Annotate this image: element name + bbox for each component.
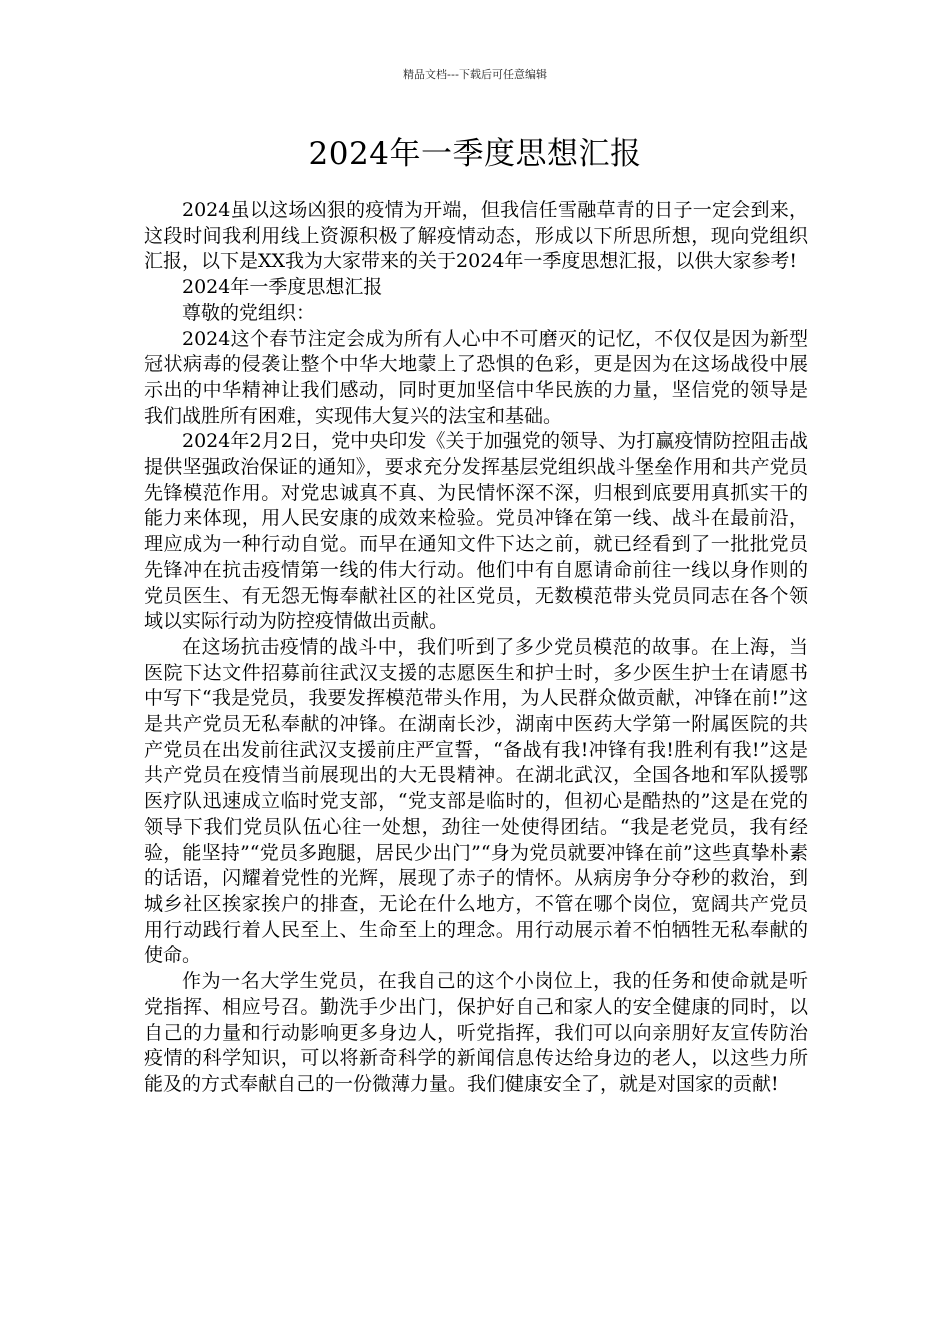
document-body: [144, 198, 808, 1098]
header-note: 精品文档---下载后可任意编辑: [403, 68, 547, 81]
paragraph-central-notice: 2024年2月2日，党中央印发《关于加强党的领导、为打赢疫情防控阻击战提供坚强政治保证的通知》，要求充分发挥基层党组织战斗堡垒作用和共产党员先锋模范作用。对党忠诚真不真、为民情怀深不深，归根到底要用真抓实干的能力来体现，用人民安康的成效来检验。党员冲锋在第一线、战斗在最前沿，理应成为一种行动自觉。而早在通知文件下达之前，就已经看到了一批批党员先锋冲在抗击疫情第一线的伟大行动。他们中有自愿请命前往一线以身作则的党员医生、有无怨无悔奉献社区的社区党员，无数模范带头党员同志在各个领域以实际行动为防控疫情做出贡献。: [144, 430, 808, 633]
paragraph-party-stories: 在这场抗击疫情的战斗中，我们听到了多少党员模范的故事。在上海，当医院下达文件招募前往武汉支援的志愿医生和护士时，多少医生护士在请愿书中写下“我是党员，我要发挥模范带头作用，为人民群众做贡献，冲锋在前!”这是共产党员无私奉献的冲锋。在湖南长沙，湖南中医药大学第一附属医院的共产党员在出发前往武汉支援前庄严宣誓，“备战有我!冲锋有我!胜利有我!”这是共产党员在疫情当前展现出的大无畏精神。在湖北武汉，全国各地和军队援鄂医疗队迅速成立临时党支部，“党支部是临时的，但初心是酷热的”这是在党的领导下我们党员队伍心往一处想，劲往一处使得团结。“我是老党员，我有经验，能坚持”“党员多跑腿，居民少出门”“身为党员就要冲锋在前”这些真挚朴素的话语，闪耀着党性的光辉，展现了赤子的情怀。从病房争分夺秒的救治，到城乡社区挨家挨户的排查，无论在什么地方，不管在哪个岗位，宽阔共产党员用行动践行着人民至上、生命至上的理念。用行动展示着不怕牺牲无私奉献的使命。: [144, 635, 808, 967]
document-title: 2024年一季度思想汇报: [308, 136, 642, 172]
paragraph-student-member: 作为一名大学生党员，在我自己的这个小岗位上，我的任务和使命就是听党指挥、相应号召。勤洗手少出门，保护好自己和家人的安全健康的同时，以自己的力量和行动影响更多身边人，听党指挥，我们可以向亲朋好友宣传防治疫情的科学知识，可以将新奇科学的新闻信息传达给身边的老人，以这些力所能及的方式奉献自己的一份微薄力量。我们健康安全了，就是对国家的贡献!: [144, 970, 808, 1095]
paragraph-salutation: 尊敬的党组织：: [182, 301, 316, 324]
paragraph-intro: 2024虽以这场凶狠的疫情为开端，但我信任雪融草青的日子一定会到来，这段时间我利用线上资源积极了解疫情动态，形成以下所思所想，现向党组织汇报，以下是XX我为大家带来的关于2024年一季度思想汇报，以供大家参考!: [144, 199, 808, 273]
paragraph-spring-festival: 2024这个春节注定会成为所有人心中不可磨灭的记忆，不仅仅是因为新型冠状病毒的侵袭让整个中华大地蒙上了恐惧的色彩，更是因为在这场战役中展示出的中华精神让我们感动，同时更加坚信中华民族的力量，坚信党的领导是我们战胜所有困难，实现伟大复兴的法宝和基础。: [144, 327, 808, 427]
paragraph-subtitle: 2024年一季度思想汇报: [182, 276, 383, 299]
